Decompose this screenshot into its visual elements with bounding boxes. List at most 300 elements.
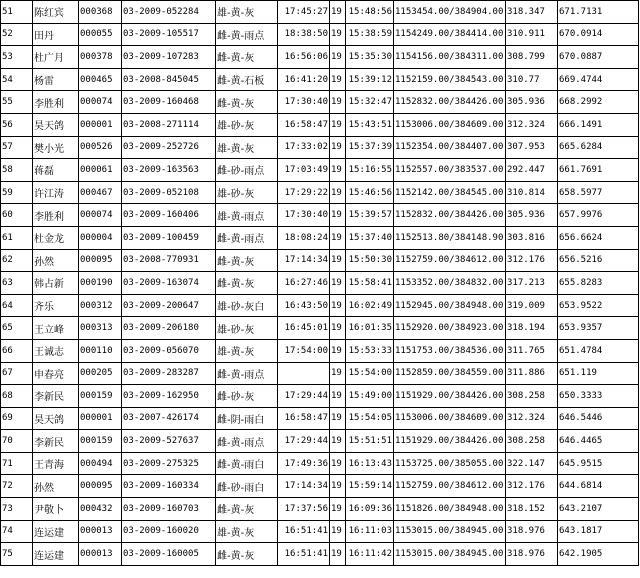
name-cell: 王立峰 — [33, 317, 79, 340]
arrival-time-cell: 16:13:43 — [346, 452, 394, 475]
arrival-time-cell: 15:54:00 — [346, 362, 394, 385]
speed-cell: 642.1905 — [558, 543, 639, 566]
member-id-cell: 000190 — [79, 272, 122, 295]
name-cell: 王诚志 — [33, 339, 79, 362]
rank-cell: 70 — [1, 430, 33, 453]
feather-cell: 雌-黄-雨白 — [216, 452, 278, 475]
feather-cell: 雄-黄-灰 — [216, 136, 278, 159]
distance-cell: 308.258 — [506, 385, 558, 408]
feather-cell: 雌-黄-灰 — [216, 91, 278, 114]
member-id-cell: 000494 — [79, 452, 122, 475]
ring-number-cell: 03-2009-160406 — [122, 204, 216, 227]
coordinates-cell: 1152832.00/384426.00 — [394, 204, 506, 227]
rank-cell: 63 — [1, 272, 33, 295]
name-cell: 李新民 — [33, 385, 79, 408]
distance-cell: 311.886 — [506, 362, 558, 385]
feather-cell: 雌-黄-灰 — [216, 249, 278, 272]
member-id-cell: 000368 — [79, 1, 122, 24]
name-cell: 李胜利 — [33, 204, 79, 227]
table-row — [1, 136, 639, 159]
coordinates-cell: 1152159.00/384543.00 — [394, 68, 506, 91]
distance-cell: 308.799 — [506, 46, 558, 69]
feather-cell: 雌-黄-石板 — [216, 68, 278, 91]
rank-cell: 64 — [1, 294, 33, 317]
day-cell: 19 — [330, 294, 346, 317]
ring-number-cell: 03-2009-052284 — [122, 1, 216, 24]
release-time-cell: 16:51:41 — [278, 520, 330, 543]
speed-cell: 668.2992 — [558, 91, 639, 114]
feather-cell: 雌-黄-雨点 — [216, 362, 278, 385]
day-cell: 19 — [330, 475, 346, 498]
ring-number-cell: 03-2008-770931 — [122, 249, 216, 272]
coordinates-cell: 1151753.00/384536.00 — [394, 339, 506, 362]
feather-cell: 雄-砂-灰 — [216, 181, 278, 204]
rank-cell: 53 — [1, 46, 33, 69]
ring-number-cell: 03-2008-845045 — [122, 68, 216, 91]
ring-number-cell: 03-2009-527637 — [122, 430, 216, 453]
day-cell: 19 — [330, 249, 346, 272]
speed-cell: 671.7131 — [558, 1, 639, 24]
ring-number-cell: 03-2009-283287 — [122, 362, 216, 385]
name-cell: 李新民 — [33, 430, 79, 453]
name-cell: 齐乐 — [33, 294, 79, 317]
release-time-cell: 17:29:44 — [278, 385, 330, 408]
ring-number-cell: 03-2009-160468 — [122, 91, 216, 114]
table-row — [1, 498, 639, 521]
name-cell: 韩占新 — [33, 272, 79, 295]
release-time-cell: 16:41:20 — [278, 68, 330, 91]
member-id-cell: 000061 — [79, 159, 122, 182]
rank-cell: 69 — [1, 407, 33, 430]
name-cell: 孙然 — [33, 475, 79, 498]
arrival-time-cell: 16:09:36 — [346, 498, 394, 521]
arrival-time-cell: 16:11:03 — [346, 520, 394, 543]
distance-cell: 318.976 — [506, 520, 558, 543]
speed-cell: 643.1817 — [558, 520, 639, 543]
coordinates-cell: 1152759.00/384612.00 — [394, 475, 506, 498]
distance-cell: 312.176 — [506, 249, 558, 272]
rank-cell: 68 — [1, 385, 33, 408]
ring-number-cell: 03-2009-275325 — [122, 452, 216, 475]
name-cell: 昊天鸽 — [33, 113, 79, 136]
feather-cell: 雄-黄-灰 — [216, 339, 278, 362]
speed-cell: 658.5977 — [558, 181, 639, 204]
day-cell: 19 — [330, 226, 346, 249]
member-id-cell: 000467 — [79, 181, 122, 204]
distance-cell: 292.447 — [506, 159, 558, 182]
rank-cell: 58 — [1, 159, 33, 182]
member-id-cell: 000378 — [79, 46, 122, 69]
feather-cell: 雌-黄-雨点 — [216, 23, 278, 46]
feather-cell: 雌-黄-灰 — [216, 46, 278, 69]
arrival-time-cell: 15:35:30 — [346, 46, 394, 69]
arrival-time-cell: 15:51:51 — [346, 430, 394, 453]
distance-cell: 303.816 — [506, 226, 558, 249]
ring-number-cell: 03-2009-160703 — [122, 498, 216, 521]
table-row — [1, 1, 639, 24]
day-cell: 19 — [330, 339, 346, 362]
rank-cell: 67 — [1, 362, 33, 385]
name-cell: 杨雷 — [33, 68, 79, 91]
release-time-cell: 17:30:40 — [278, 91, 330, 114]
day-cell: 19 — [330, 181, 346, 204]
release-time-cell: 17:14:34 — [278, 249, 330, 272]
name-cell: 连运建 — [33, 520, 79, 543]
arrival-time-cell: 15:32:47 — [346, 91, 394, 114]
member-id-cell: 000074 — [79, 91, 122, 114]
feather-cell: 雌-砂-雨点 — [216, 159, 278, 182]
speed-cell: 670.0887 — [558, 46, 639, 69]
member-id-cell: 000110 — [79, 339, 122, 362]
ring-number-cell: 03-2009-252726 — [122, 136, 216, 159]
table-row — [1, 68, 639, 91]
speed-cell: 670.0914 — [558, 23, 639, 46]
rank-cell: 56 — [1, 113, 33, 136]
speed-cell: 653.9522 — [558, 294, 639, 317]
name-cell: 杜金龙 — [33, 226, 79, 249]
day-cell: 19 — [330, 113, 346, 136]
name-cell: 昊天鸽 — [33, 407, 79, 430]
coordinates-cell: 1151929.00/384426.00 — [394, 385, 506, 408]
arrival-time-cell: 15:48:56 — [346, 1, 394, 24]
table-row — [1, 452, 639, 475]
day-cell: 19 — [330, 543, 346, 566]
distance-cell: 312.324 — [506, 407, 558, 430]
day-cell: 19 — [330, 272, 346, 295]
distance-cell: 317.213 — [506, 272, 558, 295]
coordinates-cell: 1152832.00/384426.00 — [394, 91, 506, 114]
release-time-cell: 17:03:49 — [278, 159, 330, 182]
feather-cell: 雌-黄-灰 — [216, 272, 278, 295]
coordinates-cell: 1153725.00/385055.00 — [394, 452, 506, 475]
release-time-cell: 16:45:01 — [278, 317, 330, 340]
ring-number-cell: 03-2007-426174 — [122, 407, 216, 430]
release-time-cell — [278, 362, 330, 385]
arrival-time-cell: 15:39:57 — [346, 204, 394, 227]
rank-cell: 73 — [1, 498, 33, 521]
arrival-time-cell: 15:50:30 — [346, 249, 394, 272]
day-cell: 19 — [330, 385, 346, 408]
distance-cell: 312.324 — [506, 113, 558, 136]
speed-cell: 645.9515 — [558, 452, 639, 475]
ring-number-cell: 03-2009-107283 — [122, 46, 216, 69]
ring-number-cell: 03-2009-052108 — [122, 181, 216, 204]
ring-number-cell: 03-2009-160020 — [122, 520, 216, 543]
distance-cell: 308.258 — [506, 430, 558, 453]
arrival-time-cell: 15:46:56 — [346, 181, 394, 204]
day-cell: 19 — [330, 159, 346, 182]
table-row — [1, 113, 639, 136]
name-cell: 田丹 — [33, 23, 79, 46]
coordinates-cell: 1153454.00/384904.00 — [394, 1, 506, 24]
day-cell: 19 — [330, 407, 346, 430]
day-cell: 19 — [330, 430, 346, 453]
release-time-cell: 16:56:06 — [278, 46, 330, 69]
speed-cell: 656.5216 — [558, 249, 639, 272]
name-cell: 陈红宾 — [33, 1, 79, 24]
rank-cell: 74 — [1, 520, 33, 543]
rank-cell: 52 — [1, 23, 33, 46]
release-time-cell: 17:30:40 — [278, 204, 330, 227]
table-row — [1, 272, 639, 295]
member-id-cell: 000159 — [79, 430, 122, 453]
release-time-cell: 17:14:34 — [278, 475, 330, 498]
distance-cell: 305.936 — [506, 204, 558, 227]
distance-cell: 307.953 — [506, 136, 558, 159]
release-time-cell: 17:33:02 — [278, 136, 330, 159]
rank-cell: 57 — [1, 136, 33, 159]
release-time-cell: 17:29:44 — [278, 430, 330, 453]
table-row — [1, 543, 639, 566]
ring-number-cell: 03-2009-056070 — [122, 339, 216, 362]
rank-cell: 55 — [1, 91, 33, 114]
ring-number-cell: 03-2009-200647 — [122, 294, 216, 317]
ring-number-cell: 03-2009-163074 — [122, 272, 216, 295]
speed-cell: 655.8283 — [558, 272, 639, 295]
rank-cell: 60 — [1, 204, 33, 227]
day-cell: 19 — [330, 46, 346, 69]
coordinates-cell: 1152759.00/384612.00 — [394, 249, 506, 272]
name-cell: 申春亮 — [33, 362, 79, 385]
feather-cell: 雄-黄-雨点 — [216, 204, 278, 227]
member-id-cell: 000004 — [79, 226, 122, 249]
day-cell: 19 — [330, 520, 346, 543]
coordinates-cell: 1153006.00/384609.00 — [394, 407, 506, 430]
table-row — [1, 23, 639, 46]
coordinates-cell: 1152920.00/384923.00 — [394, 317, 506, 340]
rank-cell: 65 — [1, 317, 33, 340]
table-row — [1, 407, 639, 430]
table-row — [1, 181, 639, 204]
day-cell: 19 — [330, 317, 346, 340]
day-cell: 19 — [330, 1, 346, 24]
member-id-cell: 000095 — [79, 249, 122, 272]
ring-number-cell: 03-2009-160005 — [122, 543, 216, 566]
coordinates-cell: 1153015.00/384945.00 — [394, 543, 506, 566]
member-id-cell: 000205 — [79, 362, 122, 385]
member-id-cell: 000001 — [79, 113, 122, 136]
table-row — [1, 430, 639, 453]
table-row — [1, 317, 639, 340]
ring-number-cell: 03-2009-100459 — [122, 226, 216, 249]
rank-cell: 72 — [1, 475, 33, 498]
coordinates-cell: 1153006.00/384609.00 — [394, 113, 506, 136]
arrival-time-cell: 15:54:05 — [346, 407, 394, 430]
table-row — [1, 362, 639, 385]
release-time-cell: 17:45:27 — [278, 1, 330, 24]
member-id-cell: 000013 — [79, 520, 122, 543]
ring-number-cell: 03-2009-160334 — [122, 475, 216, 498]
coordinates-cell: 1152945.00/384948.00 — [394, 294, 506, 317]
speed-cell: 650.3333 — [558, 385, 639, 408]
name-cell: 尹敬卜 — [33, 498, 79, 521]
name-cell: 许江涛 — [33, 181, 79, 204]
feather-cell: 雄-黄-灰 — [216, 1, 278, 24]
rank-cell: 71 — [1, 452, 33, 475]
table-row — [1, 475, 639, 498]
day-cell: 19 — [330, 136, 346, 159]
release-time-cell: 16:43:50 — [278, 294, 330, 317]
day-cell: 19 — [330, 452, 346, 475]
distance-cell: 305.936 — [506, 91, 558, 114]
name-cell: 樊小光 — [33, 136, 79, 159]
table-row — [1, 159, 639, 182]
table-row — [1, 385, 639, 408]
release-time-cell: 16:51:41 — [278, 543, 330, 566]
table-row — [1, 226, 639, 249]
speed-cell: 646.5446 — [558, 407, 639, 430]
speed-cell: 643.2107 — [558, 498, 639, 521]
speed-cell: 644.6814 — [558, 475, 639, 498]
speed-cell: 669.4744 — [558, 68, 639, 91]
coordinates-cell: 1152557.00/383537.00 — [394, 159, 506, 182]
distance-cell: 310.77 — [506, 68, 558, 91]
member-id-cell: 000013 — [79, 543, 122, 566]
arrival-time-cell: 15:59:14 — [346, 475, 394, 498]
coordinates-cell: 1154249.00/384414.00 — [394, 23, 506, 46]
ring-number-cell: 03-2008-271114 — [122, 113, 216, 136]
distance-cell: 318.347 — [506, 1, 558, 24]
arrival-time-cell: 15:49:00 — [346, 385, 394, 408]
day-cell: 19 — [330, 23, 346, 46]
member-id-cell: 000312 — [79, 294, 122, 317]
table-row — [1, 339, 639, 362]
member-id-cell: 000074 — [79, 204, 122, 227]
table-row — [1, 204, 639, 227]
rank-cell: 61 — [1, 226, 33, 249]
release-time-cell: 18:08:24 — [278, 226, 330, 249]
coordinates-cell: 1152142.00/384545.00 — [394, 181, 506, 204]
day-cell: 19 — [330, 91, 346, 114]
feather-cell: 雌-黄-灰 — [216, 498, 278, 521]
feather-cell: 雌-黄-灰 — [216, 543, 278, 566]
rank-cell: 66 — [1, 339, 33, 362]
arrival-time-cell: 16:11:42 — [346, 543, 394, 566]
member-id-cell: 000432 — [79, 498, 122, 521]
coordinates-cell: 1153015.00/384945.00 — [394, 520, 506, 543]
arrival-time-cell: 15:53:33 — [346, 339, 394, 362]
coordinates-cell: 1151929.00/384426.00 — [394, 430, 506, 453]
feather-cell: 雌-阴-雨白 — [216, 407, 278, 430]
member-id-cell: 000159 — [79, 385, 122, 408]
coordinates-cell: 1153352.00/384832.00 — [394, 272, 506, 295]
member-id-cell: 000465 — [79, 68, 122, 91]
coordinates-cell: 1152354.00/384407.00 — [394, 136, 506, 159]
coordinates-cell: 1152859.00/384559.00 — [394, 362, 506, 385]
day-cell: 19 — [330, 362, 346, 385]
ring-number-cell: 03-2009-162950 — [122, 385, 216, 408]
speed-cell: 661.7691 — [558, 159, 639, 182]
distance-cell: 318.976 — [506, 543, 558, 566]
distance-cell: 310.814 — [506, 181, 558, 204]
feather-cell: 雌-砂-灰 — [216, 385, 278, 408]
release-time-cell: 17:37:56 — [278, 498, 330, 521]
speed-cell: 651.4784 — [558, 339, 639, 362]
rank-cell: 51 — [1, 1, 33, 24]
member-id-cell: 000526 — [79, 136, 122, 159]
arrival-time-cell: 15:58:41 — [346, 272, 394, 295]
distance-cell: 312.176 — [506, 475, 558, 498]
name-cell: 杜广月 — [33, 46, 79, 69]
distance-cell: 310.911 — [506, 23, 558, 46]
rank-cell: 59 — [1, 181, 33, 204]
speed-cell: 646.4465 — [558, 430, 639, 453]
speed-cell: 665.6284 — [558, 136, 639, 159]
release-time-cell: 17:29:22 — [278, 181, 330, 204]
coordinates-cell: 1151826.00/384948.00 — [394, 498, 506, 521]
feather-cell: 雌-砂-雨白 — [216, 475, 278, 498]
release-time-cell: 17:49:36 — [278, 452, 330, 475]
feather-cell: 雄-砂-灰 — [216, 317, 278, 340]
feather-cell: 雌-黄-雨点 — [216, 226, 278, 249]
arrival-time-cell: 15:38:59 — [346, 23, 394, 46]
release-time-cell: 17:54:00 — [278, 339, 330, 362]
arrival-time-cell: 15:16:55 — [346, 159, 394, 182]
distance-cell: 311.765 — [506, 339, 558, 362]
coordinates-cell: 1152513.80/384148.90 — [394, 226, 506, 249]
member-id-cell: 000055 — [79, 23, 122, 46]
speed-cell: 651.119 — [558, 362, 639, 385]
table-row — [1, 46, 639, 69]
member-id-cell: 000095 — [79, 475, 122, 498]
day-cell: 19 — [330, 498, 346, 521]
distance-cell: 319.009 — [506, 294, 558, 317]
arrival-time-cell: 15:37:40 — [346, 226, 394, 249]
arrival-time-cell: 16:02:49 — [346, 294, 394, 317]
name-cell: 王青海 — [33, 452, 79, 475]
speed-cell: 666.1491 — [558, 113, 639, 136]
release-time-cell: 18:38:50 — [278, 23, 330, 46]
member-id-cell: 000313 — [79, 317, 122, 340]
name-cell: 连运建 — [33, 543, 79, 566]
coordinates-cell: 1154156.00/384311.00 — [394, 46, 506, 69]
feather-cell: 雌-黄-雨点 — [216, 430, 278, 453]
arrival-time-cell: 15:43:51 — [346, 113, 394, 136]
name-cell: 孙然 — [33, 249, 79, 272]
ring-number-cell: 03-2009-105517 — [122, 23, 216, 46]
speed-cell: 656.6624 — [558, 226, 639, 249]
table-row — [1, 294, 639, 317]
day-cell: 19 — [330, 68, 346, 91]
member-id-cell: 000001 — [79, 407, 122, 430]
table-row — [1, 520, 639, 543]
speed-cell: 657.9976 — [558, 204, 639, 227]
table-row — [1, 91, 639, 114]
distance-cell: 318.152 — [506, 498, 558, 521]
release-time-cell: 16:27:46 — [278, 272, 330, 295]
name-cell: 蒋磊 — [33, 159, 79, 182]
day-cell: 19 — [330, 204, 346, 227]
rank-cell: 54 — [1, 68, 33, 91]
table-row — [1, 249, 639, 272]
distance-cell: 322.147 — [506, 452, 558, 475]
feather-cell: 雄-砂-灰白 — [216, 294, 278, 317]
arrival-time-cell: 15:37:39 — [346, 136, 394, 159]
release-time-cell: 16:58:47 — [278, 407, 330, 430]
arrival-time-cell: 16:01:35 — [346, 317, 394, 340]
speed-cell: 653.9357 — [558, 317, 639, 340]
rank-cell: 75 — [1, 543, 33, 566]
feather-cell: 雄-砂-灰 — [216, 113, 278, 136]
feather-cell: 雄-黄-灰 — [216, 520, 278, 543]
ring-number-cell: 03-2009-206180 — [122, 317, 216, 340]
rank-cell: 62 — [1, 249, 33, 272]
release-time-cell: 16:58:47 — [278, 113, 330, 136]
name-cell: 李胜利 — [33, 91, 79, 114]
arrival-time-cell: 15:39:12 — [346, 68, 394, 91]
ring-number-cell: 03-2009-163563 — [122, 159, 216, 182]
distance-cell: 318.194 — [506, 317, 558, 340]
